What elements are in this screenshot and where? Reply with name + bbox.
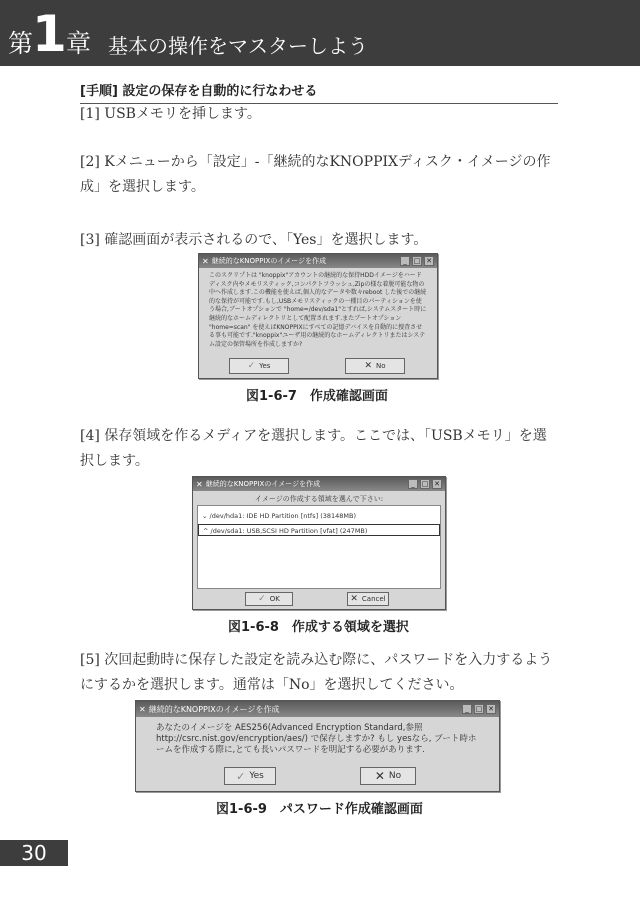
page-number: 30 xyxy=(0,840,68,866)
chapter-title: 基本の操作をマスターしよう xyxy=(108,34,368,58)
radio-icon: ⌄ xyxy=(202,512,208,520)
check-icon: ✓ xyxy=(258,594,266,604)
dialog-title: 継続的なKNOPPIXのイメージを作成 xyxy=(211,257,327,265)
step-2: [2] Kメニューから「設定」-「継続的なKNOPPIXディスク・イメージの作成」を選択します。 xyxy=(80,154,551,195)
x-icon: ✕ xyxy=(364,361,372,371)
password-dialog xyxy=(135,700,500,792)
maximize-icon[interactable]: □ xyxy=(421,480,429,488)
minimize-icon[interactable]: _ xyxy=(408,479,418,489)
window-menu-icon[interactable]: ✕ xyxy=(202,256,209,266)
step-4: [4] 保存領域を作るメディアを選択します。ここでは、「USBメモリ」を選択します。 xyxy=(80,428,547,469)
x-icon: ✕ xyxy=(350,594,358,604)
minimize-icon[interactable]: _ xyxy=(462,704,472,714)
select-area-dialog xyxy=(192,476,446,610)
dialog-title: 継続的なKNOPPIXのイメージを作成 xyxy=(205,480,321,488)
close-icon[interactable]: ✕ xyxy=(486,704,496,714)
maximize-icon[interactable]: □ xyxy=(413,257,421,265)
x-icon: ✕ xyxy=(374,769,385,783)
dialog-prompt: イメージの作成する領域を選んで下さい: xyxy=(254,495,384,503)
confirm-dialog xyxy=(198,253,438,379)
dialog-message: このスクリプトは "knoppix"アカウントの継続的な保持HDDイメージをハードディスク内やメモリスティック,コンパクトフラッシュ,Zipの様な着脱可能な物の中へ作成します.この機能を使えば,個人的なデータや数々reboot した後での継続的な保持が可能です.もし,USBメモリスティックの一種目のパーティションを使う場合,ブートオプションで "home=/dev/sda1"とすれば,システムスタート時に継続的なホームディレクトリとして配置されます.またブートオプション "home=scan" を使えばKNOPPIXにすべての記憶デバイスを自動的に捜査させる事も可能です."knoppix"ユーザ用の継続的なホームディレクトリまたはシステム設定の保管場所を作成しますか? xyxy=(209,272,427,348)
yes-button[interactable]: ✓ Yes xyxy=(224,767,276,785)
dialog-titlebar xyxy=(193,477,445,491)
minimize-icon[interactable]: _ xyxy=(400,256,410,266)
chapter-suffix: 章 xyxy=(66,29,92,58)
window-menu-icon[interactable]: ✕ xyxy=(196,479,203,489)
step-3: [3] 確認画面が表示されるので、「Yes」を選択します。 xyxy=(80,232,428,248)
chapter-prefix: 第 xyxy=(8,29,34,58)
yes-button[interactable]: ✓ Yes xyxy=(229,358,289,374)
section-title: [手順] 設定の保存を自動的に行なわせる xyxy=(80,80,558,104)
cancel-button[interactable]: ✕ Cancel xyxy=(347,592,389,606)
figure-caption-2: 図1-6-8 作成する領域を選択 xyxy=(228,620,409,635)
dialog-titlebar xyxy=(199,254,437,268)
step-1: [1] USBメモリを挿します。 xyxy=(80,106,261,122)
check-icon: ✓ xyxy=(236,769,246,783)
no-button[interactable]: ✕ No xyxy=(345,358,405,374)
list-item-selected[interactable]: ^ /dev/sda1: USB,SCSI HD Partition [vfat] (247MB) xyxy=(198,524,440,536)
ok-button[interactable]: ✓ OK xyxy=(245,592,293,606)
dialog-titlebar xyxy=(136,701,499,717)
list-item[interactable]: ⌄ /dev/hda1: IDE HD Partition [ntfs] (38148MB) xyxy=(202,512,357,520)
check-icon: ✓ xyxy=(247,361,256,371)
figure-caption-3: 図1-6-9 パスワード作成確認画面 xyxy=(216,802,423,817)
dialog-message: あなたのイメージを AES256(Advanced Encryption Standard,参照 http://csrc.nist.gov/encryption/aes/) で保存しますか? もし yesなら, ブート時ホームを作成する際に,とても長いパスワードを明記する必要があります. xyxy=(156,723,477,755)
close-icon[interactable]: ✕ xyxy=(424,256,434,266)
window-menu-icon[interactable]: ✕ xyxy=(139,704,146,714)
dialog-title: 継続的なKNOPPIXのイメージを作成 xyxy=(148,704,280,714)
chapter-header xyxy=(0,0,640,66)
step-5: [5] 次回起動時に保存した設定を読み込む際に、パスワードを入力するようにするかを選択します。通常は「No」を選択してください。 xyxy=(80,652,553,693)
close-icon[interactable]: ✕ xyxy=(432,479,442,489)
figure-caption-1: 図1-6-7 作成確認画面 xyxy=(246,389,388,404)
maximize-icon[interactable]: □ xyxy=(475,705,483,713)
chapter-number: 1 xyxy=(32,5,67,63)
no-button[interactable]: ✕ No xyxy=(360,767,416,785)
partition-list xyxy=(197,505,441,589)
radio-icon: ^ xyxy=(203,527,209,535)
